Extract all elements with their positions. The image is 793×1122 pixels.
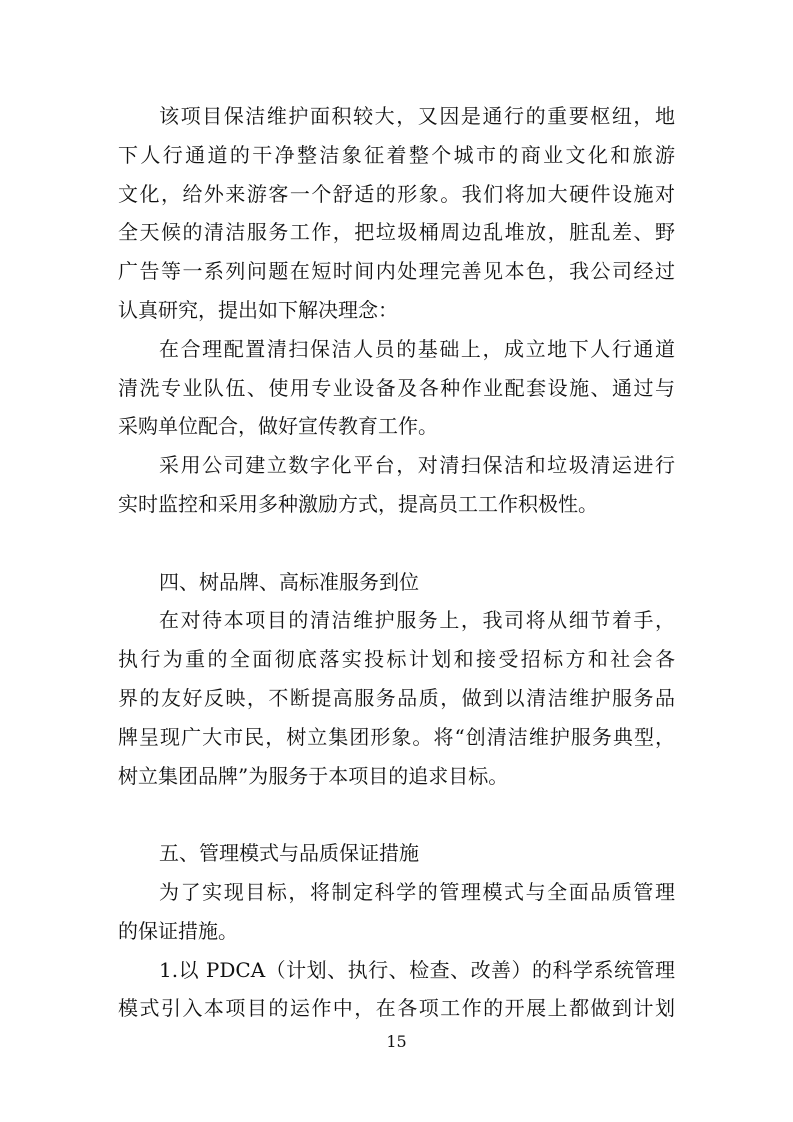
paragraph-line: 在合理配置清扫保洁人员的基础上，成立地下人行通道 [159,336,675,361]
section-heading: 四、树品牌、高标准服务到位 [159,569,419,594]
paragraph-line: 执行为重的全面彻底落实投标计划和接受招标方和社会各 [118,647,675,672]
paragraph-line: 为了实现目标，将制定科学的管理模式与全面品质管理 [159,879,675,904]
paragraph-line: 清洗专业队伍、使用专业设备及各种作业配套设施、通过与 [118,375,675,400]
paragraph-line: 认真研究，提出如下解决理念： [118,297,398,322]
paragraph-line: 的保证措施。 [118,918,238,943]
page-number: 15 [386,1032,407,1051]
paragraph-line: 牌呈现广大市民，树立集团形象。将“创清洁维护服务典型， [118,724,675,749]
document-body [118,97,675,1028]
paragraph-line: 采购单位配合，做好宣传教育工作。 [118,414,438,439]
paragraph-line: 文化，给外来游客一个舒适的形象。我们将加大硬件设施对 [118,181,675,206]
paragraph-line: 下人行通道的干净整洁象征着整个城市的商业文化和旅游 [118,142,675,167]
paragraph-line: 该项目保洁维护面积较大，又因是通行的重要枢纽，地 [159,104,675,128]
paragraph-line: 广告等一系列问题在短时间内处理完善见本色，我公司经过 [118,259,675,284]
spacer [118,795,675,834]
paragraph-line: 采用公司建立数字化平台，对清扫保洁和垃圾清运进行 [159,453,675,478]
section-heading: 五、管理模式与品质保证措施 [159,841,419,866]
paragraph-line: 实时监控和采用多种激励方式，提高员工工作积极性。 [118,491,598,516]
paragraph-line: 1.以 PDCA（计划、执行、检查、改善）的科学系统管理 [159,957,675,982]
paragraph-line: 模式引入本项目的运作中，在各项工作的开展上都做到计划 [118,996,675,1021]
paragraph-line: 在对待本项目的清洁维护服务上，我司将从细节着手， [159,608,675,633]
spacer [118,524,675,563]
paragraph-line: 树立集团品牌”为服务于本项目的追求目标。 [118,763,509,788]
paragraph-line: 全天候的清洁服务工作，把垃圾桶周边乱堆放，脏乱差、野 [118,220,675,245]
paragraph-line: 界的友好反映，不断提高服务品质，做到以清洁维护服务品 [118,685,675,710]
